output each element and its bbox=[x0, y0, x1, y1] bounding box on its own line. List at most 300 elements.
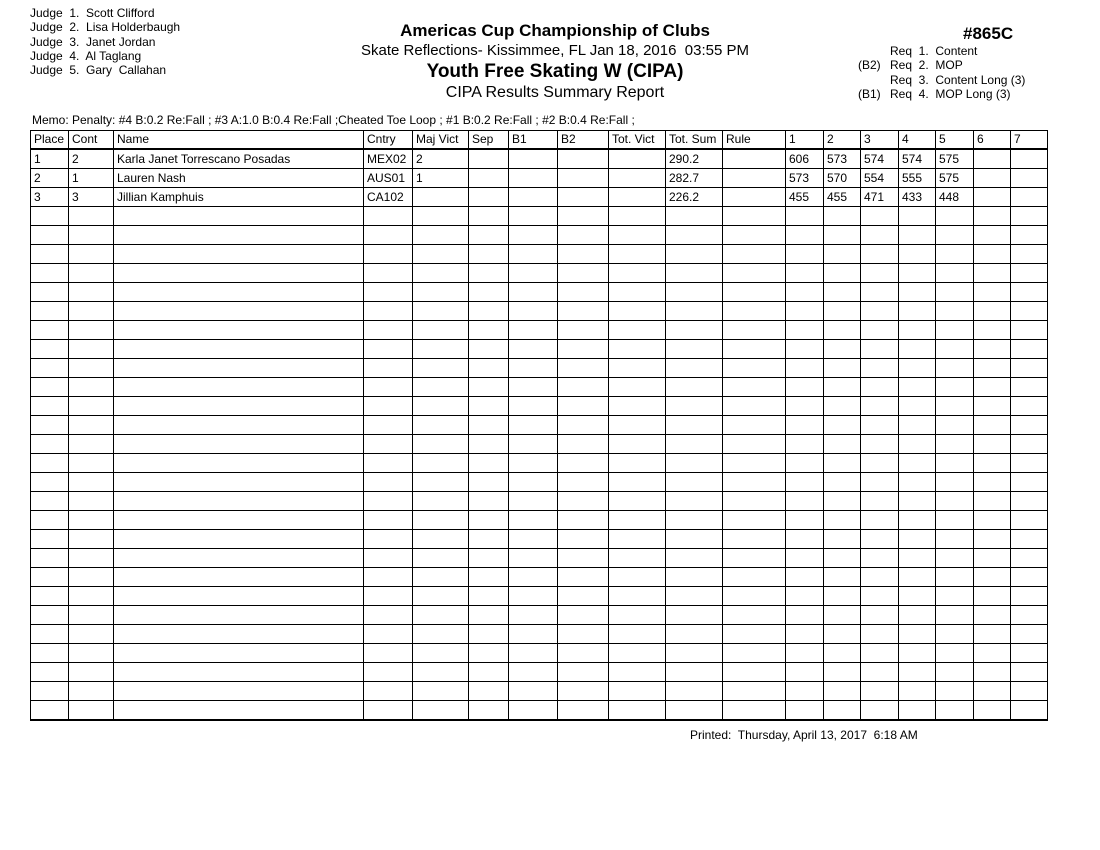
table-cell bbox=[558, 625, 609, 644]
table-cell bbox=[666, 454, 723, 473]
table-cell bbox=[469, 549, 509, 568]
judge-line: Judge 2. Lisa Holderbaugh bbox=[30, 20, 181, 35]
table-cell bbox=[1011, 530, 1048, 549]
table-cell bbox=[974, 606, 1011, 625]
table-cell: 1 bbox=[413, 169, 469, 188]
table-cell bbox=[861, 492, 899, 511]
table-cell bbox=[364, 340, 413, 359]
table-cell bbox=[936, 473, 974, 492]
table-cell bbox=[899, 644, 936, 663]
table-cell bbox=[723, 663, 786, 682]
empty-row bbox=[31, 492, 1048, 511]
table-cell: 575 bbox=[936, 149, 974, 169]
requirement-line bbox=[858, 87, 1025, 101]
table-cell bbox=[899, 416, 936, 435]
table-cell bbox=[936, 606, 974, 625]
table-cell bbox=[114, 549, 364, 568]
table-cell bbox=[899, 340, 936, 359]
table-cell bbox=[69, 530, 114, 549]
table-cell bbox=[69, 587, 114, 606]
table-cell bbox=[114, 283, 364, 302]
table-cell bbox=[666, 264, 723, 283]
table-cell bbox=[609, 169, 666, 188]
column-header: 5 bbox=[936, 131, 974, 150]
table-cell bbox=[936, 264, 974, 283]
table-cell: 606 bbox=[786, 149, 824, 169]
table-cell bbox=[69, 283, 114, 302]
table-cell bbox=[509, 435, 558, 454]
table-cell bbox=[974, 207, 1011, 226]
result-row bbox=[31, 149, 1048, 169]
table-cell: 1 bbox=[69, 169, 114, 188]
table-cell bbox=[861, 606, 899, 625]
table-cell bbox=[974, 530, 1011, 549]
table-cell bbox=[786, 644, 824, 663]
table-cell bbox=[558, 359, 609, 378]
table-cell bbox=[469, 169, 509, 188]
table-cell bbox=[936, 283, 974, 302]
table-cell bbox=[723, 416, 786, 435]
empty-row bbox=[31, 378, 1048, 397]
table-cell bbox=[469, 378, 509, 397]
table-cell bbox=[558, 606, 609, 625]
table-cell bbox=[469, 644, 509, 663]
table-cell bbox=[469, 207, 509, 226]
table-cell bbox=[723, 340, 786, 359]
table-cell bbox=[666, 359, 723, 378]
table-cell bbox=[558, 245, 609, 264]
empty-row bbox=[31, 397, 1048, 416]
table-cell bbox=[824, 682, 861, 701]
table-cell bbox=[31, 378, 69, 397]
table-cell bbox=[509, 492, 558, 511]
table-cell bbox=[364, 321, 413, 340]
table-cell bbox=[509, 264, 558, 283]
table-cell bbox=[936, 207, 974, 226]
table-cell bbox=[69, 207, 114, 226]
table-cell bbox=[899, 321, 936, 340]
table-cell bbox=[824, 416, 861, 435]
table-cell bbox=[469, 682, 509, 701]
table-cell bbox=[114, 226, 364, 245]
table-cell bbox=[1011, 435, 1048, 454]
table-cell bbox=[723, 321, 786, 340]
table-cell bbox=[666, 321, 723, 340]
table-cell bbox=[364, 359, 413, 378]
table-cell bbox=[786, 454, 824, 473]
empty-row bbox=[31, 264, 1048, 283]
requirement-label: Req 3. Content Long (3) bbox=[890, 72, 1026, 87]
table-cell bbox=[786, 302, 824, 321]
table-cell bbox=[824, 644, 861, 663]
table-cell bbox=[31, 625, 69, 644]
table-cell bbox=[509, 454, 558, 473]
table-cell bbox=[666, 568, 723, 587]
table-cell bbox=[469, 264, 509, 283]
table-cell bbox=[786, 359, 824, 378]
table-cell bbox=[558, 397, 609, 416]
table-cell bbox=[974, 435, 1011, 454]
table-cell bbox=[666, 625, 723, 644]
table-cell bbox=[666, 283, 723, 302]
table-cell bbox=[723, 644, 786, 663]
header-row bbox=[31, 131, 1048, 150]
table-cell bbox=[609, 682, 666, 701]
table-cell bbox=[469, 340, 509, 359]
table-cell bbox=[469, 530, 509, 549]
empty-row bbox=[31, 283, 1048, 302]
table-cell bbox=[824, 397, 861, 416]
table-cell bbox=[413, 511, 469, 530]
table-cell bbox=[469, 663, 509, 682]
empty-row bbox=[31, 701, 1048, 721]
empty-row bbox=[31, 416, 1048, 435]
table-cell bbox=[69, 663, 114, 682]
table-cell bbox=[69, 435, 114, 454]
table-cell bbox=[69, 606, 114, 625]
table-cell bbox=[114, 302, 364, 321]
table-cell bbox=[824, 701, 861, 721]
table-cell bbox=[413, 435, 469, 454]
table-cell bbox=[114, 606, 364, 625]
table-cell bbox=[69, 264, 114, 283]
table-cell bbox=[861, 663, 899, 682]
table-cell: AUS01 bbox=[364, 169, 413, 188]
table-cell bbox=[666, 511, 723, 530]
table-cell bbox=[558, 188, 609, 207]
table-cell bbox=[1011, 283, 1048, 302]
table-cell bbox=[974, 397, 1011, 416]
table-cell: 574 bbox=[899, 149, 936, 169]
table-cell bbox=[786, 511, 824, 530]
table-cell bbox=[69, 511, 114, 530]
table-cell bbox=[861, 264, 899, 283]
column-header: Cntry bbox=[364, 131, 413, 150]
table-cell bbox=[469, 701, 509, 721]
table-cell bbox=[936, 359, 974, 378]
table-cell bbox=[936, 454, 974, 473]
column-header: 7 bbox=[1011, 131, 1048, 150]
table-cell bbox=[609, 473, 666, 492]
table-cell bbox=[974, 340, 1011, 359]
table-cell bbox=[558, 682, 609, 701]
table-cell bbox=[413, 568, 469, 587]
table-cell bbox=[899, 473, 936, 492]
table-cell bbox=[936, 663, 974, 682]
table-cell bbox=[861, 701, 899, 721]
table-cell bbox=[974, 625, 1011, 644]
table-cell bbox=[974, 492, 1011, 511]
table-cell bbox=[413, 644, 469, 663]
table-cell bbox=[469, 245, 509, 264]
table-cell bbox=[114, 359, 364, 378]
table-cell bbox=[936, 682, 974, 701]
table-cell bbox=[609, 340, 666, 359]
table-cell bbox=[1011, 644, 1048, 663]
table-cell bbox=[786, 587, 824, 606]
table-cell bbox=[786, 435, 824, 454]
table-cell bbox=[509, 207, 558, 226]
table-cell bbox=[824, 321, 861, 340]
table-cell bbox=[786, 207, 824, 226]
table-cell bbox=[558, 549, 609, 568]
table-cell bbox=[31, 587, 69, 606]
table-cell bbox=[509, 169, 558, 188]
table-cell bbox=[413, 226, 469, 245]
requirement-line bbox=[858, 73, 1025, 87]
table-cell bbox=[69, 701, 114, 721]
table-cell bbox=[899, 302, 936, 321]
table-cell bbox=[469, 606, 509, 625]
table-cell bbox=[723, 169, 786, 188]
table-cell bbox=[413, 606, 469, 625]
table-cell bbox=[413, 188, 469, 207]
table-cell bbox=[558, 492, 609, 511]
table-cell bbox=[413, 530, 469, 549]
table-cell bbox=[936, 568, 974, 587]
table-cell bbox=[31, 207, 69, 226]
table-cell bbox=[114, 625, 364, 644]
table-cell bbox=[558, 264, 609, 283]
table-cell: 455 bbox=[824, 188, 861, 207]
table-cell bbox=[666, 663, 723, 682]
table-cell bbox=[114, 473, 364, 492]
table-cell bbox=[666, 530, 723, 549]
table-cell bbox=[723, 397, 786, 416]
empty-row bbox=[31, 511, 1048, 530]
table-cell bbox=[861, 245, 899, 264]
table-cell bbox=[899, 378, 936, 397]
requirement-prefix: (B2) bbox=[858, 58, 881, 73]
table-cell bbox=[31, 549, 69, 568]
table-cell bbox=[1011, 454, 1048, 473]
table-cell bbox=[861, 416, 899, 435]
empty-row bbox=[31, 321, 1048, 340]
table-cell bbox=[31, 264, 69, 283]
table-cell bbox=[824, 245, 861, 264]
table-cell bbox=[609, 302, 666, 321]
table-cell bbox=[861, 682, 899, 701]
requirement-line bbox=[858, 44, 1025, 58]
table-cell bbox=[469, 149, 509, 169]
table-cell bbox=[974, 226, 1011, 245]
table-cell bbox=[69, 454, 114, 473]
table-cell bbox=[666, 302, 723, 321]
empty-row bbox=[31, 625, 1048, 644]
table-cell bbox=[558, 321, 609, 340]
table-cell bbox=[861, 473, 899, 492]
table-cell bbox=[609, 378, 666, 397]
report-header bbox=[155, 21, 955, 103]
column-header: Rule bbox=[723, 131, 786, 150]
table-cell bbox=[861, 644, 899, 663]
table-cell bbox=[899, 226, 936, 245]
table-cell bbox=[31, 435, 69, 454]
table-cell bbox=[364, 454, 413, 473]
table-cell bbox=[723, 682, 786, 701]
table-cell: 2 bbox=[69, 149, 114, 169]
judge-line: Judge 3. Janet Jordan bbox=[30, 34, 156, 49]
column-header: Place bbox=[31, 131, 69, 150]
table-cell bbox=[899, 568, 936, 587]
table-cell bbox=[899, 492, 936, 511]
table-cell bbox=[509, 359, 558, 378]
table-cell bbox=[786, 492, 824, 511]
table-cell bbox=[114, 663, 364, 682]
column-header: Cont bbox=[69, 131, 114, 150]
table-cell bbox=[1011, 701, 1048, 721]
table-cell bbox=[413, 549, 469, 568]
table-cell bbox=[723, 245, 786, 264]
table-cell bbox=[1011, 264, 1048, 283]
table-cell bbox=[509, 149, 558, 169]
table-cell bbox=[609, 663, 666, 682]
table-cell bbox=[413, 701, 469, 721]
table-cell bbox=[936, 625, 974, 644]
table-cell bbox=[861, 530, 899, 549]
table-cell bbox=[469, 321, 509, 340]
empty-row bbox=[31, 530, 1048, 549]
table-cell bbox=[974, 245, 1011, 264]
table-cell bbox=[31, 245, 69, 264]
empty-row bbox=[31, 302, 1048, 321]
table-cell bbox=[509, 283, 558, 302]
table-cell bbox=[31, 663, 69, 682]
table-cell bbox=[824, 492, 861, 511]
table-cell bbox=[413, 264, 469, 283]
table-cell bbox=[609, 511, 666, 530]
table-cell bbox=[31, 530, 69, 549]
table-cell bbox=[974, 359, 1011, 378]
table-cell bbox=[609, 416, 666, 435]
table-cell bbox=[723, 625, 786, 644]
table-cell bbox=[469, 511, 509, 530]
table-cell: 433 bbox=[899, 188, 936, 207]
column-header: Sep bbox=[469, 131, 509, 150]
table-cell bbox=[364, 701, 413, 721]
requirement-line bbox=[858, 58, 1025, 72]
table-cell bbox=[469, 283, 509, 302]
table-cell bbox=[114, 321, 364, 340]
table-cell bbox=[936, 302, 974, 321]
table-cell bbox=[558, 644, 609, 663]
table-cell bbox=[609, 587, 666, 606]
table-cell bbox=[31, 454, 69, 473]
column-header: 3 bbox=[861, 131, 899, 150]
table-cell bbox=[974, 416, 1011, 435]
empty-row bbox=[31, 549, 1048, 568]
table-cell: Lauren Nash bbox=[114, 169, 364, 188]
table-cell bbox=[558, 340, 609, 359]
empty-row bbox=[31, 359, 1048, 378]
table-cell: MEX02 bbox=[364, 149, 413, 169]
table-cell bbox=[824, 473, 861, 492]
table-cell bbox=[509, 682, 558, 701]
table-cell bbox=[31, 701, 69, 721]
table-cell bbox=[899, 207, 936, 226]
table-cell bbox=[69, 397, 114, 416]
table-cell bbox=[558, 207, 609, 226]
column-header: Tot. Sum bbox=[666, 131, 723, 150]
table-cell bbox=[364, 682, 413, 701]
table-cell bbox=[114, 378, 364, 397]
table-cell bbox=[1011, 682, 1048, 701]
table-cell bbox=[114, 568, 364, 587]
table-cell bbox=[936, 416, 974, 435]
table-cell bbox=[666, 340, 723, 359]
table-cell bbox=[666, 378, 723, 397]
table-cell bbox=[1011, 473, 1048, 492]
table-cell bbox=[899, 435, 936, 454]
table-cell: CA102 bbox=[364, 188, 413, 207]
table-cell bbox=[899, 663, 936, 682]
table-cell bbox=[114, 416, 364, 435]
table-cell bbox=[31, 473, 69, 492]
table-cell bbox=[31, 511, 69, 530]
table-cell bbox=[69, 359, 114, 378]
table-cell: Karla Janet Torrescano Posadas bbox=[114, 149, 364, 169]
table-cell bbox=[1011, 625, 1048, 644]
empty-row bbox=[31, 245, 1048, 264]
table-cell bbox=[1011, 149, 1048, 169]
table-cell bbox=[114, 511, 364, 530]
table-cell bbox=[413, 416, 469, 435]
table-cell bbox=[509, 530, 558, 549]
table-cell: 3 bbox=[69, 188, 114, 207]
table-cell bbox=[974, 644, 1011, 663]
table-cell bbox=[364, 644, 413, 663]
table-cell bbox=[364, 473, 413, 492]
table-cell bbox=[31, 226, 69, 245]
table-cell: 282.7 bbox=[666, 169, 723, 188]
table-cell bbox=[861, 340, 899, 359]
table-cell bbox=[413, 245, 469, 264]
table-cell bbox=[1011, 359, 1048, 378]
table-cell bbox=[666, 682, 723, 701]
table-cell bbox=[974, 568, 1011, 587]
empty-row bbox=[31, 454, 1048, 473]
table-cell bbox=[974, 511, 1011, 530]
table-cell bbox=[609, 644, 666, 663]
table-cell bbox=[558, 283, 609, 302]
table-cell bbox=[666, 701, 723, 721]
table-cell bbox=[974, 264, 1011, 283]
table-cell bbox=[824, 378, 861, 397]
table-cell bbox=[558, 169, 609, 188]
table-cell bbox=[31, 340, 69, 359]
requirements-list bbox=[858, 44, 1025, 101]
table-cell bbox=[936, 245, 974, 264]
table-cell bbox=[364, 435, 413, 454]
table-cell bbox=[1011, 321, 1048, 340]
table-cell bbox=[364, 397, 413, 416]
table-cell bbox=[666, 492, 723, 511]
table-cell bbox=[413, 454, 469, 473]
table-cell bbox=[824, 302, 861, 321]
table-cell bbox=[1011, 245, 1048, 264]
table-cell bbox=[723, 226, 786, 245]
table-cell: Jillian Kamphuis bbox=[114, 188, 364, 207]
empty-row bbox=[31, 587, 1048, 606]
table-cell bbox=[364, 530, 413, 549]
table-cell bbox=[723, 188, 786, 207]
table-cell bbox=[364, 226, 413, 245]
report-title: CIPA Results Summary Report bbox=[445, 84, 665, 101]
table-cell bbox=[509, 473, 558, 492]
table-cell bbox=[509, 378, 558, 397]
table-cell bbox=[114, 492, 364, 511]
column-header: 6 bbox=[974, 131, 1011, 150]
